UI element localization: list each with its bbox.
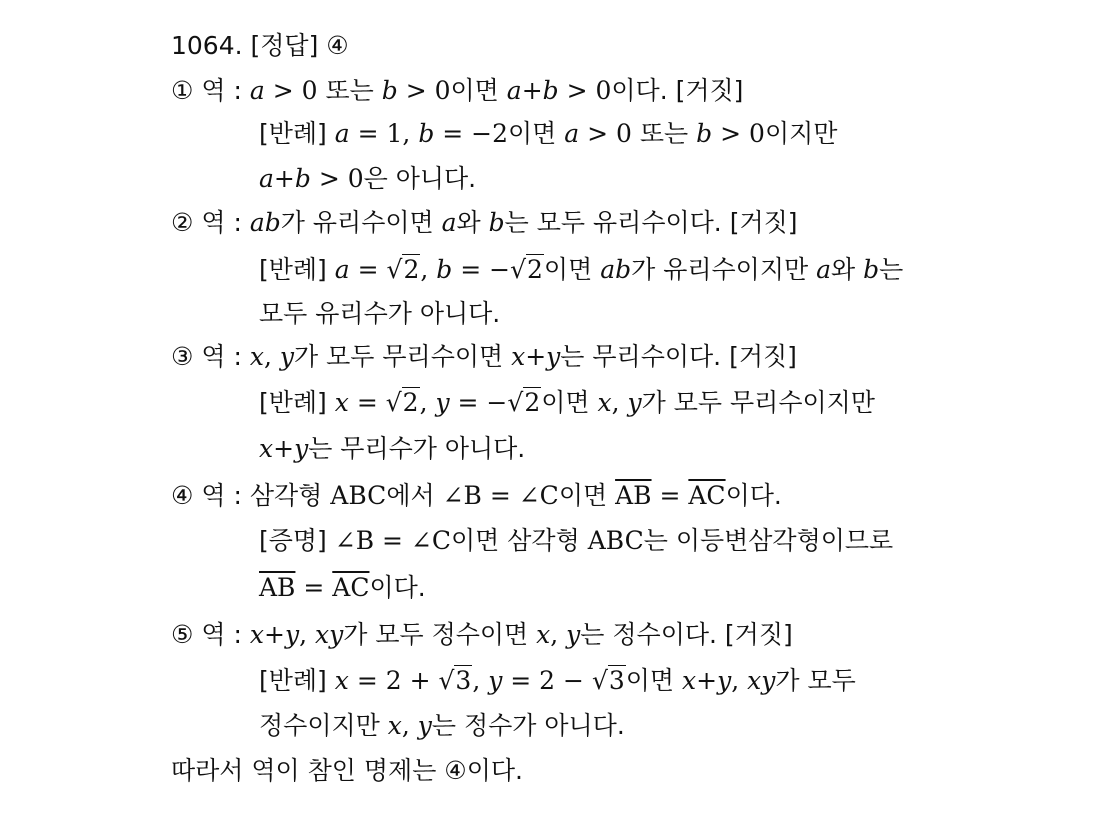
item-marker: ② (171, 208, 194, 237)
item-marker: ① (171, 76, 194, 105)
verdict-false: [거짓] (724, 620, 793, 649)
item-marker: ③ (171, 342, 194, 371)
item-3-counterexample: [반례] x = √2, y = −√2이면 x, y가 모두 무리수이지만 (259, 388, 875, 417)
item-1-counterexample-cont: a+b > 0은 아니다. (259, 164, 477, 193)
item-3-converse: ③ 역 : x, y가 모두 무리수이면 x+y는 무리수이다. [거짓] (171, 342, 797, 371)
item-5-counterexample-cont: 정수이지만 x, y는 정수가 아니다. (259, 711, 625, 740)
item-2-counterexample-cont: 모두 유리수가 아니다. (259, 299, 501, 328)
item-marker: ⑤ (171, 620, 194, 649)
item-4-proof: [증명] ∠B = ∠C이면 삼각형 ABC는 이등변삼각형이므로 (259, 526, 894, 555)
verdict-false: [거짓] (729, 208, 798, 237)
conclusion: 따라서 역이 참인 명제는 ④이다. (171, 756, 523, 785)
item-4-converse: ④ 역 : 삼각형 ABC에서 ∠B = ∠C이면 $\overline{AB} = \overline{AC}$이다. (171, 481, 782, 510)
answer-header (171, 29, 349, 63)
item-1-converse: ① 역 : a > 0 또는 b > 0이면 a+b > 0이다. [거짓] (171, 76, 744, 105)
item-3-counterexample-cont: x+y는 무리수가 아니다. (259, 434, 526, 463)
item-1-counterexample: [반례] a = 1, b = −2이면 a > 0 또는 b > 0이지만 (259, 119, 838, 148)
verdict-false: [거짓] (729, 342, 797, 371)
item-4-proof-cont: $\overline{AB} = \overline{AC}$이다. (259, 573, 426, 602)
item-marker: ④ (171, 481, 194, 510)
answer-tag: [정답] (250, 31, 319, 60)
problem-number: 1064. (171, 31, 243, 60)
item-2-counterexample: [반례] a = √2, b = −√2이면 ab가 유리수이지만 a와 b는 (259, 255, 904, 284)
item-5-converse: ⑤ 역 : x+y, xy가 모두 정수이면 x, y는 정수이다. [거짓] (171, 620, 793, 649)
item-2-converse: ② 역 : ab가 유리수이면 a와 b는 모두 유리수이다. [거짓] (171, 208, 798, 237)
item-5-counterexample: [반례] x = 2 + √3, y = 2 − √3이면 x+y, xy가 모두 (259, 666, 856, 695)
answer-marker: ④ (326, 31, 349, 60)
verdict-false: [거짓] (675, 76, 744, 105)
